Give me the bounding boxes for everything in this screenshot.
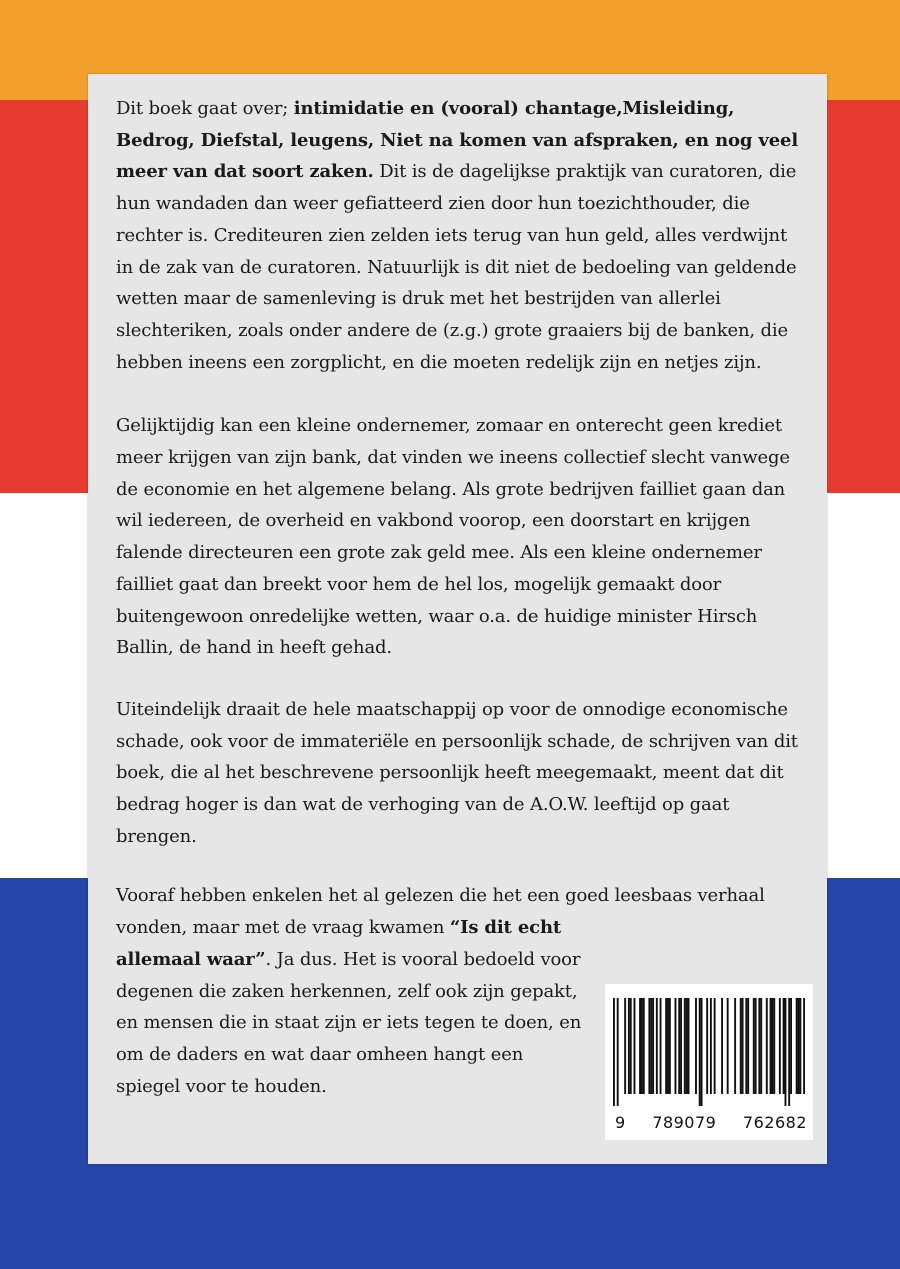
barcode-bar: [760, 998, 762, 1094]
barcode-bar: [643, 998, 645, 1094]
barcode-bar: [706, 998, 708, 1094]
barcode-bar: [686, 998, 688, 1094]
barcode-bar: [727, 998, 729, 1094]
paragraph-3: Uiteindelijk draait de hele maatschappij op voor de onnodige economische schade, ook voor de immateriële en persoonlijk schade, de schrijven van dit boek, die al het beschrevene persoonlijk heeft meegemaakt, meent dat dit bedrag hoger is dan wat de verhoging van de A.O.W. leeftijd op gaat brengen.: [116, 698, 798, 847]
barcode-digits: [615, 1113, 807, 1132]
barcode-bar: [678, 998, 680, 1094]
barcode-bar: [790, 998, 792, 1094]
barcode-bar: [755, 998, 757, 1094]
barcode-bar: [641, 998, 643, 1094]
barcode-bar: [742, 998, 744, 1094]
barcode-bar: [747, 998, 749, 1094]
barcode-bar: [799, 998, 801, 1094]
barcode-bar: [628, 998, 630, 1094]
text-panel: [88, 74, 827, 1164]
barcode-bar: [773, 998, 775, 1094]
barcode-bar: [613, 998, 615, 1106]
barcode-bar: [785, 998, 787, 1106]
barcode-bar: [675, 998, 677, 1094]
barcode-bar: [771, 998, 773, 1094]
barcode-bar: [639, 998, 641, 1094]
barcode-bar: [660, 998, 662, 1094]
barcode-bar: [630, 998, 632, 1094]
barcode-bar: [652, 998, 654, 1094]
barcode-bar: [740, 998, 742, 1094]
barcode-bar: [803, 998, 805, 1094]
barcode-bar: [684, 998, 686, 1094]
barcode-first-digit: 9: [615, 1113, 626, 1132]
paragraph-1-rest: Dit is de dagelijkse praktijk van curatoren, die hun wandaden dan weer gefiatteerd zien door hun toezichthouder, die rechter is. Crediteuren zien zelden iets terug van hun geld, alles verdwijnt in de zak van de curatoren. Natuurlijk is dit niet de bedoeling van geldende wetten maar de samenleving is druk met het bestrijden van allerlei slechteriken, zoals onder andere de (z.g.) grote graaiers bij de banken, die hebben ineens een zorgplicht, en die moeten redelijk zijn en netjes zijn.: [116, 161, 797, 373]
paragraph-4-rest-wrap: [116, 949, 581, 1097]
barcode-bar: [714, 998, 716, 1094]
isbn-barcode: [605, 984, 813, 1140]
barcode-bar: [758, 998, 760, 1094]
barcode-bar: [798, 998, 800, 1094]
barcode-bar: [699, 998, 701, 1106]
barcode-bar: [710, 998, 712, 1094]
barcode-bar: [669, 998, 671, 1094]
barcode-group-1: 789079: [652, 1113, 717, 1132]
barcode-bar: [734, 998, 736, 1094]
barcode-bar: [667, 998, 669, 1094]
barcode-bar: [680, 998, 682, 1094]
barcode-bar: [770, 998, 772, 1094]
paragraph-4-quote: “Is dit echt allemaal waar”: [116, 917, 562, 970]
paragraph-4-intro: Vooraf hebben enkelen het al gelezen die het een goed leesbaas verhaal vonden, maar met de vraag kwamen: [116, 885, 765, 939]
paragraph-2: Gelijktijdig kan een kleine ondernemer, zomaar en onterecht geen krediet meer krijgen van zijn bank, dat vinden we ineens collectief slecht vanwege de economie en het algemene belang. Als grote bedrijven failliet gaan dan wil iedereen, de overheid en vakbond voorop, een doorstart en krijgen falende directeuren een grote zak geld mee. Als een kleine ondernemer failliet gaat dan breekt voor hem de hel los, mogelijk gemaakt door buitengewoon onredelijke wetten, waar o.a. de huidige minister Hirsch Ballin, de hand in heeft gehad.: [116, 415, 790, 659]
barcode-bar: [766, 998, 768, 1094]
barcode-bar: [796, 998, 798, 1094]
barcode-bar: [665, 998, 667, 1094]
barcode-bar: [695, 998, 697, 1094]
paragraph-4-rest: . Ja dus. Het is vooral bedoeld voor degenen die zaken herkennen, zelf ook zijn gepakt, en mensen die in staat zijn er iets tegen te doen, en om de daders en wat daar omheen hangt een spiegel voor te houden.: [116, 948, 582, 1097]
barcode-bar: [617, 998, 619, 1106]
barcode-bar: [624, 998, 626, 1094]
barcode-bar: [783, 998, 785, 1094]
barcode-bar: [650, 998, 652, 1094]
barcode-bar: [788, 998, 790, 1106]
barcode-bar: [701, 998, 703, 1106]
paragraph-1: [116, 93, 809, 378]
paragraph-1-bold: intimidatie en (vooral) chantage,Misleiding, Bedrog, Diefstal, leugens, Niet na komen van afspraken, en nog veel meer van dat soort zaken.: [116, 98, 799, 183]
barcode-bar: [753, 998, 755, 1094]
barcode-bar: [634, 998, 636, 1094]
paragraph-1-intro: Dit boek gaat over;: [116, 98, 294, 119]
barcode-bar: [721, 998, 723, 1094]
barcode-group-2: 762682: [742, 1113, 807, 1132]
barcode-bar: [648, 998, 650, 1094]
barcode-bar: [779, 998, 781, 1094]
barcode-bar: [688, 998, 690, 1094]
barcode-bars: [613, 998, 805, 1106]
barcode-bar: [656, 998, 658, 1094]
barcode-bar: [745, 998, 747, 1094]
